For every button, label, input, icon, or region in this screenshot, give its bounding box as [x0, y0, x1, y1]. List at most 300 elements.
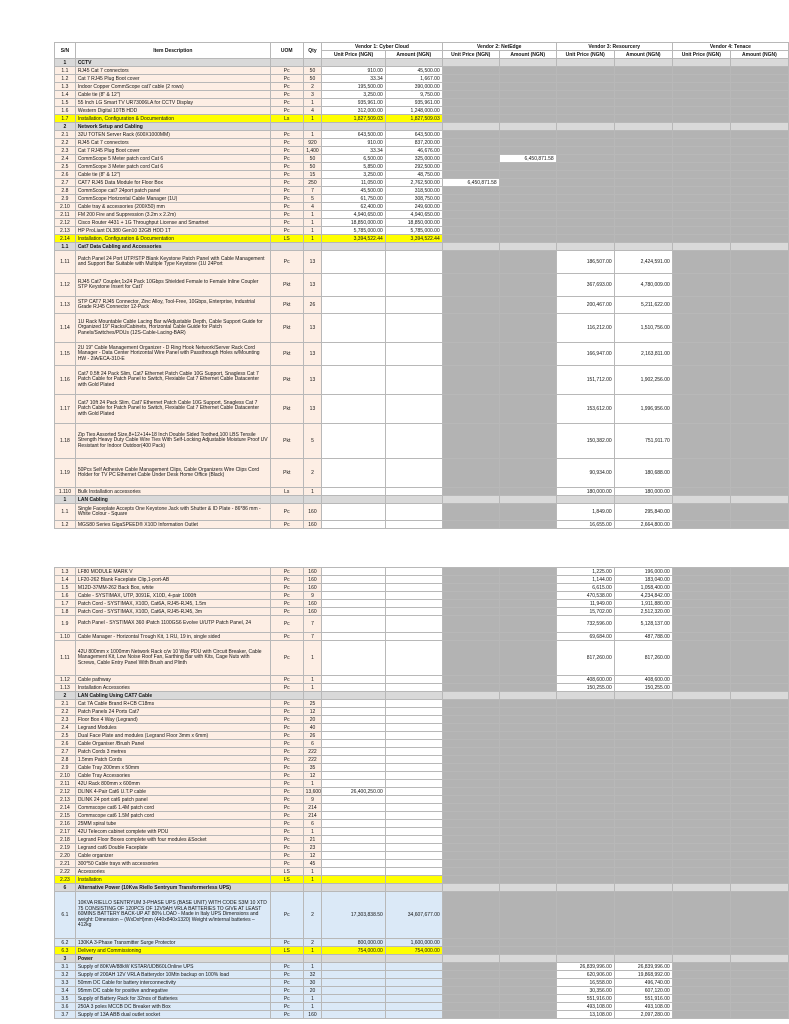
quotation-rows-continued	[55, 568, 789, 1019]
amount-vendor-4	[730, 740, 788, 748]
amount-vendor-2	[499, 366, 556, 395]
section-blank-cell	[614, 123, 672, 131]
unit-price-vendor-3	[556, 67, 614, 75]
amount-vendor-2	[499, 521, 556, 529]
amount-vendor-1: 1,600,000.00	[385, 939, 442, 947]
amount-vendor-4	[730, 179, 788, 187]
unit-price-vendor-4	[672, 708, 730, 716]
unit-price-vendor-4	[672, 796, 730, 804]
unit-price-vendor-1	[322, 764, 386, 772]
item-qty: 35	[303, 764, 322, 772]
amount-vendor-4	[730, 684, 788, 692]
section-blank-cell	[614, 692, 672, 700]
section-blank-cell	[499, 496, 556, 504]
item-number: 1.12	[55, 274, 76, 297]
table-row	[55, 107, 789, 115]
unit-price-vendor-2	[442, 724, 499, 732]
table-row	[55, 939, 789, 947]
unit-price-vendor-2	[442, 828, 499, 836]
table-row	[55, 684, 789, 692]
unit-price-vendor-4	[672, 748, 730, 756]
item-uom: LS	[270, 235, 303, 243]
item-qty: 1	[303, 780, 322, 788]
unit-price-vendor-2	[442, 876, 499, 884]
unit-price-vendor-1	[322, 488, 386, 496]
unit-price-vendor-2	[442, 584, 499, 592]
unit-price-vendor-2	[442, 600, 499, 608]
unit-price-vendor-2	[442, 488, 499, 496]
unit-price-vendor-4	[672, 568, 730, 576]
amount-vendor-4	[730, 860, 788, 868]
amount-vendor-2: 6,450,871.58	[499, 155, 556, 163]
item-description: Bulk Installation accessories	[75, 488, 270, 496]
item-number: 2.19	[55, 844, 76, 852]
amount-vendor-4	[730, 155, 788, 163]
amount-vendor-3: 5,128,137.00	[614, 616, 672, 633]
unit-price-vendor-4	[672, 772, 730, 780]
amount-vendor-2	[499, 235, 556, 243]
section-blank-cell	[614, 884, 672, 892]
unit-price-vendor-1: 26,400,250.00	[322, 788, 386, 796]
unit-price-vendor-1	[322, 633, 386, 641]
amount-vendor-3	[614, 820, 672, 828]
item-description: Installation, Configuration & Documentation	[75, 235, 270, 243]
amount-vendor-2	[499, 700, 556, 708]
item-number: 2.21	[55, 860, 76, 868]
unit-price-vendor-4	[672, 947, 730, 955]
amount-vendor-4	[730, 139, 788, 147]
unit-price-vendor-2	[442, 203, 499, 211]
unit-price-vendor-4	[672, 203, 730, 211]
unit-price-vendor-1: 195,500.00	[322, 83, 386, 91]
table-row	[55, 732, 789, 740]
item-description: DLINK 4-Pair Cat6 U.T.P cable	[75, 788, 270, 796]
table-row	[55, 576, 789, 584]
item-description: Legrand cat6 Double Faceplate	[75, 844, 270, 852]
item-description: 2U 19" Cable Management Organizer - D Ring Hook Network/Server Rack Cord Manager - Data Center Horizontal Wire Panel with Passthrough Holes w/Mounting HW - 2IA/ECA-310-E	[75, 343, 270, 366]
section-number: 1	[55, 59, 76, 67]
amount-vendor-2	[499, 251, 556, 274]
section-row	[55, 59, 789, 67]
table-row	[55, 947, 789, 955]
amount-vendor-2	[499, 804, 556, 812]
unit-price-vendor-3: 732,596.00	[556, 616, 614, 633]
item-qty: 40	[303, 724, 322, 732]
item-number: 1.19	[55, 459, 76, 488]
item-description: Legrand Floor Boxes complete with four modules &Socket	[75, 836, 270, 844]
amount-vendor-1	[385, 716, 442, 724]
item-qty: 50	[303, 75, 322, 83]
unit-price-vendor-1	[322, 971, 386, 979]
unit-price-vendor-3: 69,684.00	[556, 633, 614, 641]
table-row	[55, 963, 789, 971]
amount-vendor-2	[499, 892, 556, 939]
item-description: 1U Rack Mountable Cable Lacing Bar w/Adjustable Depth, Cable Support Guide for Organized 19" Racks/Cabinets, Horizontal Cable Guide for Patch Panels/Switches/PDUs (12S-Cable-Lacing-BAR)	[75, 314, 270, 343]
section-blank-cell	[303, 496, 322, 504]
unit-price-vendor-4	[672, 740, 730, 748]
amount-vendor-3	[614, 796, 672, 804]
amount-vendor-3	[614, 91, 672, 99]
amount-vendor-4	[730, 91, 788, 99]
item-number: 1.8	[55, 608, 76, 616]
item-qty: 50	[303, 163, 322, 171]
unit-price-vendor-3	[556, 227, 614, 235]
item-number: 2.2	[55, 139, 76, 147]
amount-vendor-1	[385, 521, 442, 529]
unit-price-vendor-2	[442, 764, 499, 772]
section-title: Alternative Power (10Kva Riello Sentryum Transformerless UPS)	[75, 884, 270, 892]
item-description: Cat7 0.5ft 24 Pack Slim, Cat7 Ethernet Patch Cable 10G Support, Snagless Cat 7 Patch Cable for Patch Panel to Switch, Flexiable Cat 7 Ethernet Cable Datacenter with Gold Plated	[75, 366, 270, 395]
item-qty: 15	[303, 171, 322, 179]
unit-price-vendor-2	[442, 171, 499, 179]
amount-vendor-1: 2,762,500.00	[385, 179, 442, 187]
item-uom: Pc	[270, 107, 303, 115]
unit-price-vendor-3: 1,225.00	[556, 568, 614, 576]
unit-price-vendor-3: 200,467.00	[556, 297, 614, 314]
item-description: 300*50 Cable trays with accessories	[75, 860, 270, 868]
item-description: Floor Box 4 Way (Legrand)	[75, 716, 270, 724]
amount-vendor-4	[730, 576, 788, 584]
table-row	[55, 163, 789, 171]
amount-vendor-4	[730, 227, 788, 235]
item-qty: 2	[303, 939, 322, 947]
unit-price-vendor-4	[672, 584, 730, 592]
amount-vendor-4	[730, 939, 788, 947]
amount-vendor-4	[730, 274, 788, 297]
table-row	[55, 1011, 789, 1019]
amount-vendor-1	[385, 641, 442, 676]
amount-vendor-3: 4,780,009.00	[614, 274, 672, 297]
amount-vendor-3: 751,911.70	[614, 424, 672, 459]
unit-price-vendor-3	[556, 764, 614, 772]
amount-vendor-2	[499, 600, 556, 608]
item-qty: 23	[303, 844, 322, 852]
amount-vendor-4	[730, 67, 788, 75]
item-qty: 2	[303, 83, 322, 91]
item-qty: 160	[303, 576, 322, 584]
quotation-sheet-page-2	[54, 567, 789, 1019]
item-uom: Pc	[270, 939, 303, 947]
item-qty: 222	[303, 748, 322, 756]
table-row	[55, 343, 789, 366]
amount-vendor-2	[499, 788, 556, 796]
unit-price-vendor-1: 6,500.00	[322, 155, 386, 163]
amount-vendor-1: 46,676.00	[385, 147, 442, 155]
item-description: CommScope Horizontal Cable Manager (1U)	[75, 195, 270, 203]
amount-vendor-4	[730, 748, 788, 756]
item-qty: 30	[303, 979, 322, 987]
unit-price-vendor-1	[322, 724, 386, 732]
unit-price-vendor-1: 3,394,522.44	[322, 235, 386, 243]
item-uom: Pkt	[270, 314, 303, 343]
item-uom: Pc	[270, 251, 303, 274]
amount-vendor-4	[730, 676, 788, 684]
unit-price-vendor-1	[322, 251, 386, 274]
amount-vendor-1: 1,667.00	[385, 75, 442, 83]
amount-vendor-1	[385, 820, 442, 828]
section-title: LAN Cabling	[75, 496, 270, 504]
quotation-sheet-page-1	[54, 42, 789, 529]
unit-price-vendor-4	[672, 987, 730, 995]
amount-vendor-4	[730, 131, 788, 139]
amount-vendor-1	[385, 488, 442, 496]
unit-price-vendor-2	[442, 155, 499, 163]
item-qty: 1	[303, 641, 322, 676]
unit-price-vendor-1	[322, 748, 386, 756]
amount-vendor-2	[499, 633, 556, 641]
item-uom: Pc	[270, 740, 303, 748]
item-qty: 1	[303, 876, 322, 884]
unit-price-vendor-4	[672, 504, 730, 521]
item-uom: Pc	[270, 748, 303, 756]
item-uom: Pc	[270, 83, 303, 91]
unit-price-vendor-2	[442, 1003, 499, 1011]
item-description: Delivery and Commissioning	[75, 947, 270, 955]
item-uom: Pc	[270, 139, 303, 147]
unit-price-vendor-4	[672, 235, 730, 243]
item-number: 2.11	[55, 211, 76, 219]
amount-vendor-1	[385, 987, 442, 995]
item-description: 130KA 3-Phase Transmitter Surge Protector	[75, 939, 270, 947]
amount-vendor-1	[385, 788, 442, 796]
table-row	[55, 828, 789, 836]
item-description: Cable tie (8" & 12")	[75, 91, 270, 99]
item-description: LF80 MODULE MARK V	[75, 568, 270, 576]
section-blank-cell	[385, 243, 442, 251]
unit-price-vendor-4	[672, 764, 730, 772]
item-qty: 1,400	[303, 147, 322, 155]
unit-price-vendor-1	[322, 641, 386, 676]
table-row	[55, 155, 789, 163]
unit-price-vendor-1	[322, 274, 386, 297]
amount-vendor-4	[730, 876, 788, 884]
amount-vendor-2	[499, 107, 556, 115]
unit-price-vendor-2	[442, 1011, 499, 1019]
item-number: 1.9	[55, 616, 76, 633]
section-blank-cell	[385, 955, 442, 963]
amount-vendor-1	[385, 504, 442, 521]
unit-price-vendor-3: 493,108.00	[556, 1003, 614, 1011]
item-uom: Pc	[270, 724, 303, 732]
amount-vendor-1: 18,850,000.00	[385, 219, 442, 227]
item-qty: 2	[303, 459, 322, 488]
unit-price-vendor-4	[672, 521, 730, 529]
amount-vendor-2	[499, 756, 556, 764]
unit-price-vendor-4	[672, 343, 730, 366]
amount-vendor-2	[499, 568, 556, 576]
unit-price-vendor-1	[322, 820, 386, 828]
amount-vendor-4	[730, 75, 788, 83]
item-qty: 6	[303, 740, 322, 748]
header-vendor-2: Vendor 2: NetEdge	[442, 43, 556, 51]
item-number: 2.6	[55, 171, 76, 179]
amount-vendor-3	[614, 67, 672, 75]
item-number: 1.17	[55, 395, 76, 424]
unit-price-vendor-4	[672, 395, 730, 424]
amount-vendor-1: 9,750.00	[385, 91, 442, 99]
unit-price-vendor-3	[556, 844, 614, 852]
table-row	[55, 633, 789, 641]
item-description: Cable Organiser /Brush Panel	[75, 740, 270, 748]
item-uom: LS	[270, 947, 303, 955]
item-uom: Pc	[270, 600, 303, 608]
item-qty: 26	[303, 732, 322, 740]
item-number: 2.10	[55, 772, 76, 780]
amount-vendor-1	[385, 274, 442, 297]
amount-vendor-4	[730, 963, 788, 971]
item-qty: 1	[303, 235, 322, 243]
table-row	[55, 616, 789, 633]
amount-vendor-3: 4,234,842.00	[614, 592, 672, 600]
section-blank-cell	[556, 496, 614, 504]
unit-price-vendor-3	[556, 219, 614, 227]
item-qty: 3	[303, 91, 322, 99]
unit-price-vendor-2	[442, 521, 499, 529]
section-row	[55, 496, 789, 504]
unit-price-vendor-2	[442, 804, 499, 812]
amount-vendor-2	[499, 812, 556, 820]
amount-vendor-4	[730, 788, 788, 796]
amount-vendor-3	[614, 75, 672, 83]
item-uom: Pc	[270, 804, 303, 812]
unit-price-vendor-1	[322, 804, 386, 812]
unit-price-vendor-2	[442, 75, 499, 83]
unit-price-vendor-2	[442, 568, 499, 576]
item-uom: Pc	[270, 780, 303, 788]
table-row	[55, 568, 789, 576]
amount-vendor-1: 837,200.00	[385, 139, 442, 147]
unit-price-vendor-4	[672, 147, 730, 155]
item-number: 1.1	[55, 67, 76, 75]
amount-vendor-4	[730, 796, 788, 804]
amount-vendor-3	[614, 115, 672, 123]
unit-price-vendor-2	[442, 836, 499, 844]
amount-vendor-4	[730, 171, 788, 179]
item-number: 6.3	[55, 947, 76, 955]
amount-vendor-1	[385, 700, 442, 708]
unit-price-vendor-4	[672, 716, 730, 724]
item-qty: 9	[303, 796, 322, 804]
item-qty: 1	[303, 995, 322, 1003]
unit-price-vendor-3: 150,255.00	[556, 684, 614, 692]
amount-vendor-1: 308,750.00	[385, 195, 442, 203]
amount-vendor-2	[499, 314, 556, 343]
amount-vendor-2	[499, 987, 556, 995]
item-number: 2.13	[55, 227, 76, 235]
unit-price-vendor-4	[672, 939, 730, 947]
unit-price-vendor-3	[556, 796, 614, 804]
unit-price-vendor-3	[556, 732, 614, 740]
item-number: 2.22	[55, 868, 76, 876]
unit-price-vendor-3: 16,558.00	[556, 979, 614, 987]
unit-price-vendor-1	[322, 521, 386, 529]
section-blank-cell	[614, 955, 672, 963]
amount-vendor-4	[730, 772, 788, 780]
section-blank-cell	[442, 955, 499, 963]
amount-vendor-1	[385, 995, 442, 1003]
unit-price-vendor-1	[322, 366, 386, 395]
amount-vendor-3	[614, 139, 672, 147]
section-blank-cell	[322, 123, 386, 131]
section-blank-cell	[442, 496, 499, 504]
amount-vendor-3	[614, 860, 672, 868]
unit-price-vendor-2	[442, 852, 499, 860]
amount-vendor-3	[614, 812, 672, 820]
unit-price-vendor-3	[556, 211, 614, 219]
amount-vendor-1	[385, 616, 442, 633]
item-number: 1.15	[55, 343, 76, 366]
unit-price-vendor-1: 17,303,838.50	[322, 892, 386, 939]
amount-vendor-1: 45,500.00	[385, 67, 442, 75]
table-row	[55, 171, 789, 179]
item-description: Cable tray & accessories (200X50) mm	[75, 203, 270, 211]
item-qty: 1	[303, 227, 322, 235]
table-row	[55, 676, 789, 684]
item-qty: 13	[303, 314, 322, 343]
item-qty: 13,600	[303, 788, 322, 796]
unit-price-vendor-1	[322, 836, 386, 844]
quotation-table-continued	[54, 567, 789, 1019]
table-row	[55, 83, 789, 91]
unit-price-vendor-3	[556, 139, 614, 147]
unit-price-vendor-3: 186,507.00	[556, 251, 614, 274]
unit-price-vendor-2	[442, 812, 499, 820]
item-uom: Pc	[270, 147, 303, 155]
item-uom: Pc	[270, 187, 303, 195]
amount-vendor-1: 1,827,509.03	[385, 115, 442, 123]
unit-price-vendor-2	[442, 868, 499, 876]
amount-vendor-2	[499, 227, 556, 235]
unit-price-vendor-1: 3,250.00	[322, 91, 386, 99]
unit-price-vendor-3: 166,947.00	[556, 343, 614, 366]
item-uom: Pc	[270, 155, 303, 163]
item-number: 2.14	[55, 804, 76, 812]
item-uom: Pc	[270, 641, 303, 676]
unit-price-vendor-4	[672, 641, 730, 676]
amount-vendor-4	[730, 616, 788, 633]
item-number: 3.7	[55, 1011, 76, 1019]
table-row	[55, 772, 789, 780]
amount-vendor-3	[614, 700, 672, 708]
amount-vendor-3: 408,600.00	[614, 676, 672, 684]
unit-price-vendor-1	[322, 592, 386, 600]
unit-price-vendor-3: 151,712.00	[556, 366, 614, 395]
unit-price-vendor-2	[442, 971, 499, 979]
amount-vendor-4	[730, 756, 788, 764]
section-blank-cell	[322, 59, 386, 67]
amount-vendor-2	[499, 971, 556, 979]
unit-price-vendor-2	[442, 772, 499, 780]
item-qty: 20	[303, 987, 322, 995]
unit-price-vendor-3	[556, 788, 614, 796]
amount-vendor-3: 180,688.00	[614, 459, 672, 488]
amount-vendor-4	[730, 343, 788, 366]
item-number: 1.13	[55, 297, 76, 314]
section-number: 2	[55, 123, 76, 131]
item-qty: 12	[303, 708, 322, 716]
item-uom: Pc	[270, 788, 303, 796]
section-blank-cell	[556, 955, 614, 963]
item-qty: 160	[303, 600, 322, 608]
item-description: Accessories	[75, 868, 270, 876]
item-number: 6.2	[55, 939, 76, 947]
table-row	[55, 147, 789, 155]
item-uom: Pc	[270, 716, 303, 724]
section-blank-cell	[614, 496, 672, 504]
table-row	[55, 139, 789, 147]
item-number: 2.18	[55, 836, 76, 844]
amount-vendor-3: 551,916.00	[614, 995, 672, 1003]
